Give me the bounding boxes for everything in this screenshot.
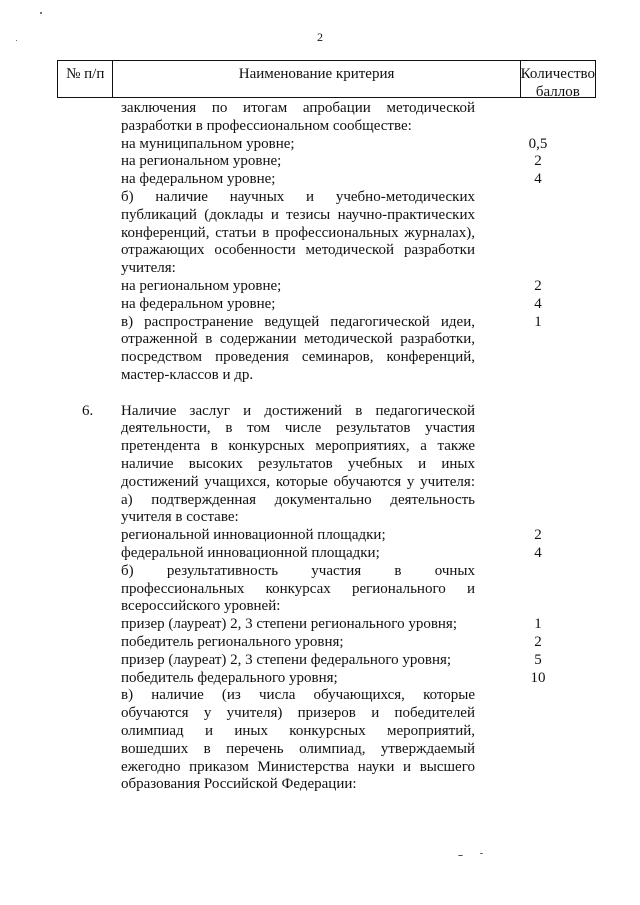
- score-value: 5: [534, 651, 542, 668]
- criterion-text: б) наличие научных и учебно-методических: [121, 189, 475, 205]
- criterion-text: победитель федерального уровня;: [121, 669, 338, 686]
- criterion-text-line: [0, 135, 640, 153]
- score-value: 2: [534, 153, 542, 170]
- criterion-text-line: [0, 651, 640, 669]
- criterion-text-line: [0, 722, 640, 740]
- criterion-text: федеральной инновационной площадки;: [121, 545, 380, 561]
- criterion-text-line: [0, 508, 640, 526]
- criterion-text: посредством проведения семинаров, конференций,: [121, 349, 475, 366]
- criterion-text: мастер-классов и др.: [121, 367, 254, 383]
- criterion-text: обучаются у учителя) призеров и победителей: [121, 705, 475, 722]
- criterion-text-line: [0, 562, 640, 580]
- criterion-text: учителя:: [121, 260, 176, 277]
- scan-speck: [16, 40, 17, 41]
- criterion-text: претендента в конкурсных мероприятиях, а также: [121, 438, 475, 455]
- criterion-text-line: [0, 597, 640, 615]
- criterion-text: вошедших в перечень олимпиад, утверждаемый: [121, 740, 475, 757]
- criterion-text-line: [0, 99, 640, 117]
- criterion-text: всероссийского уровней:: [121, 598, 281, 615]
- criterion-text: на федеральном уровне;: [121, 295, 276, 312]
- criterion-text: деятельности, в том числе результатов участия: [121, 420, 475, 437]
- criterion-text-line: [0, 704, 640, 722]
- criterion-text-line: [0, 366, 640, 384]
- score-value: 10: [530, 669, 546, 686]
- criterion-text-line: [0, 580, 640, 598]
- score-value: 4: [534, 295, 542, 312]
- score-value: 2: [534, 278, 542, 294]
- criterion-text-line: [0, 669, 640, 687]
- header-number-column: № п/п: [58, 61, 113, 97]
- criterion-text: отражающих особенности методической разработки: [121, 242, 475, 259]
- criterion-text-line: [0, 455, 640, 473]
- criteria-table-header: [57, 60, 596, 98]
- criterion-text-line: [0, 437, 640, 455]
- criterion-text: призер (лауреат) 2, 3 степени регионального уровня;: [121, 616, 457, 633]
- criterion-text: конференций, статьи в профессиональных журналах),: [121, 224, 475, 241]
- criterion-text-line: [0, 775, 640, 793]
- criterion-text: на региональном уровне;: [121, 278, 282, 294]
- criterion-text-line: [0, 544, 640, 562]
- criterion-text-line: [0, 295, 640, 313]
- header-score-column: [520, 61, 595, 100]
- criterion-text-line: [0, 330, 640, 348]
- criterion-text-line: [0, 526, 640, 544]
- criterion-text: наличие высоких результатов учебных и иных: [121, 456, 475, 472]
- criterion-text-line: [0, 384, 640, 402]
- criterion-text-line: [0, 419, 640, 437]
- criterion-text: заключения по итогам апробации методической: [121, 100, 475, 116]
- criterion-text-line: [0, 758, 640, 776]
- criterion-text-line: [0, 241, 640, 259]
- criterion-text-line: [0, 117, 640, 135]
- criterion-text-line: [0, 402, 640, 420]
- criterion-text-line: [0, 152, 640, 170]
- score-value: 2: [534, 527, 542, 544]
- scan-speck: [480, 853, 483, 854]
- page-number: 2: [317, 30, 323, 44]
- criterion-text: а) подтвержденная документально деятельность: [121, 491, 475, 508]
- score-value: 4: [534, 545, 542, 561]
- header-score-line-1: Количество: [520, 66, 595, 82]
- criterion-text-line: [0, 277, 640, 295]
- criterion-text: победитель регионального уровня;: [121, 634, 344, 650]
- header-criterion-name-column: Наименование критерия: [113, 61, 520, 97]
- criterion-text-line: [0, 633, 640, 651]
- criterion-text-line: [0, 615, 640, 633]
- criterion-text: учителя в составе:: [121, 509, 239, 526]
- score-value: 0,5: [528, 135, 548, 152]
- score-value: 1: [534, 313, 542, 330]
- criterion-text-line: [0, 313, 640, 331]
- criterion-text: отраженной в содержании методической разработки,: [121, 331, 475, 348]
- score-value: 4: [534, 171, 542, 188]
- criterion-text-line: [0, 473, 640, 491]
- criterion-text: профессиональных конкурсах регионального и: [121, 580, 475, 597]
- criterion-text-line: [0, 740, 640, 758]
- criterion-text: на региональном уровне;: [121, 153, 282, 170]
- criterion-text-line: [0, 348, 640, 366]
- criterion-text-line: [0, 170, 640, 188]
- criterion-text: разработки в профессиональном сообществе:: [121, 117, 412, 134]
- criterion-text-line: [0, 686, 640, 704]
- criterion-text: Наличие заслуг и достижений в педагогической: [121, 402, 475, 419]
- criterion-text-line: [0, 206, 640, 224]
- scan-speck: [458, 855, 463, 856]
- criterion-text: б) результативность участия в очных: [121, 562, 475, 579]
- criterion-text-line: [0, 259, 640, 277]
- criterion-text: на федеральном уровне;: [121, 171, 276, 188]
- header-score-line-2: баллов: [535, 84, 580, 100]
- criterion-text: региональной инновационной площадки;: [121, 527, 386, 544]
- criterion-text: в) распространение ведущей педагогической идеи,: [121, 313, 475, 330]
- criterion-number: 6.: [82, 402, 94, 419]
- criterion-text: достижений учащихся, которые обучаются у учителя:: [121, 473, 475, 490]
- criterion-text: на муниципальном уровне;: [121, 135, 295, 152]
- criterion-text: ежегодно приказом Министерства науки и высшего: [121, 758, 475, 775]
- criterion-text: призер (лауреат) 2, 3 степени федерального уровня;: [121, 651, 452, 668]
- criterion-text: олимпиад и иных конкурсных мероприятий,: [121, 723, 475, 739]
- criterion-text-line: [0, 224, 640, 242]
- criterion-text-line: [0, 491, 640, 509]
- score-value: 2: [534, 634, 542, 650]
- score-value: 1: [534, 616, 542, 633]
- criterion-text: в) наличие (из числа обучающихся, которые: [121, 687, 475, 704]
- scan-speck: [40, 12, 42, 14]
- criterion-text: образования Российской Федерации:: [121, 776, 357, 793]
- criterion-text-line: [0, 188, 640, 206]
- criterion-text: публикаций (доклады и тезисы научно-практических: [121, 206, 475, 223]
